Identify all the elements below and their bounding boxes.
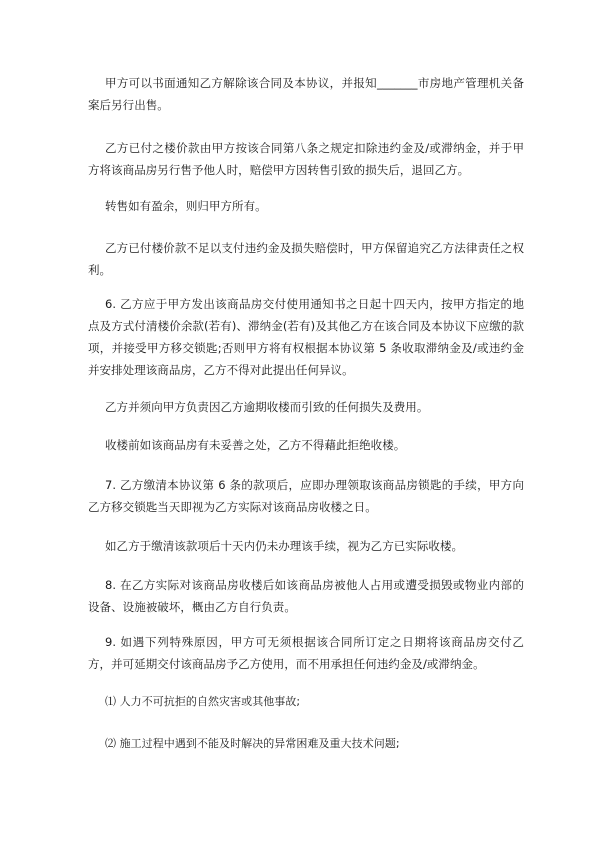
paragraph-refund-deduction: 乙方已付之楼价款由甲方按该合同第八条之规定扣除违约金及/或滞纳金，并于甲方将该商品房另行售予他人时，赔偿甲方因转售引致的损失后，退回乙方。	[88, 141, 524, 177]
paragraph-clause-7: 7. 乙方缴清本协议第 6 条的款项后，应即办理领取该商品房锁匙的手续，甲方向乙方移交锁匙当天即视为乙方实际对该商品房收楼之日。	[88, 478, 524, 514]
paragraph-termination-notice: 甲方可以书面通知乙方解除该合同及本协议，并报知_______市房地产管理机关备案后另行出售。	[88, 76, 524, 112]
list-item-technical-difficulty: ⑵ 施工过程中遇到不能及时解决的异常困难及重大技术问题;	[105, 737, 400, 750]
list-item-force-majeure: ⑴ 人力不可抗拒的自然灾害或其他事故;	[105, 695, 301, 708]
paragraph-no-refusal: 收楼前如该商品房有未妥善之处，乙方不得藉此拒绝收楼。	[105, 438, 406, 452]
paragraph-clause-8: 8. 在乙方实际对该商品房收楼后如该商品房被他人占用或遭受损毁或物业内部的设备、设施被破坏，概由乙方自行负责。	[88, 578, 524, 614]
paragraph-clause-6: 6. 乙方应于甲方发出该商品房交付使用通知书之日起十四天内，按甲方指定的地点及方式付清楼价余款(若有)、滞纳金(若有)及其他乙方在该合同及本协议下应缴的款项，并接受甲方移交锁匙;否则甲方将有权根据本协议第 5 条收取滞纳金及/或违约金并安排处理该商品房，乙方不得对此提出任何异议。	[88, 297, 524, 377]
paragraph-deemed-handover: 如乙方于缴清该款项后十天内仍未办理该手续，视为乙方已实际收楼。	[105, 539, 464, 553]
paragraph-clause-9: 9. 如遇下列特殊原因，甲方可无须根据该合同所订定之日期将该商品房交付乙方，并可延期交付该商品房予乙方使用，而不用承担任何违约金及/或滞纳金。	[88, 635, 524, 671]
paragraph-late-loss: 乙方并须向甲方负责因乙方逾期收楼而引致的任何损失及费用。	[105, 400, 429, 414]
paragraph-resale-surplus: 转售如有盈余，则归甲方所有。	[105, 199, 267, 213]
paragraph-legal-liability: 乙方已付楼价款不足以支付违约金及损失赔偿时，甲方保留追究乙方法律责任之权利。	[88, 241, 524, 277]
